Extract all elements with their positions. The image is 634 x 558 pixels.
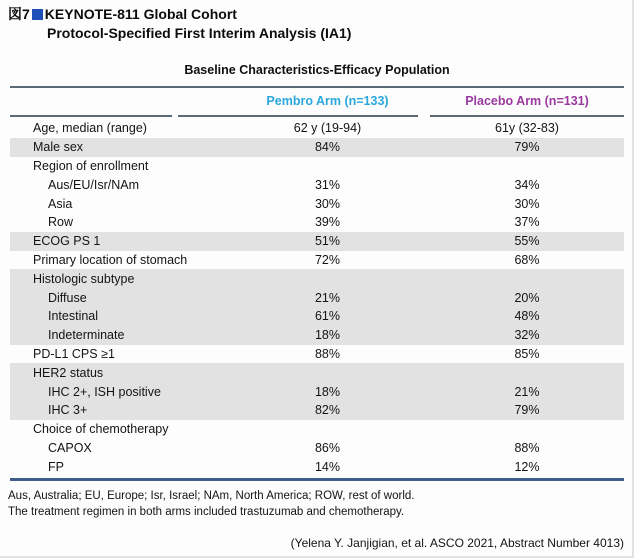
column-header-label [10, 94, 225, 108]
row-label: Histologic subtype [33, 271, 135, 286]
header-underline [10, 115, 624, 117]
placebo-value-cell: 21% [514, 384, 540, 399]
placebo-value-cell: 32% [514, 328, 540, 343]
table-row [10, 363, 624, 382]
row-label: Asia [48, 196, 73, 211]
row-label: Age, median (range) [33, 121, 147, 136]
header-underline-pembro [178, 115, 418, 117]
placebo-value-cell: 88% [514, 440, 540, 455]
pembro-value-cell: 84% [314, 140, 341, 155]
placebo-value-cell: 79% [514, 140, 540, 155]
row-label: Row [48, 215, 74, 230]
row-label: IHC 3+ [48, 403, 88, 418]
row-label: FP [48, 459, 64, 474]
table-row [10, 345, 624, 364]
figure-title [8, 5, 351, 43]
column-header-placebo: Placebo Arm (n=131) [465, 94, 589, 108]
figure-number: 図7 [8, 6, 30, 22]
placebo-value-cell: 79% [514, 403, 540, 418]
pembro-value-cell: 72% [314, 252, 341, 267]
table-row [10, 269, 624, 288]
table-row [10, 439, 624, 458]
table-row [10, 213, 624, 232]
row-label: ECOG PS 1 [33, 234, 101, 249]
footnote-line: The treatment regimen in both arms included trastuzumab and chemotherapy. [8, 506, 405, 518]
placebo-value-cell: 61y (32-83) [495, 121, 559, 136]
placebo-value-cell: 12% [514, 459, 540, 474]
row-label: IHC 2+, ISH positive [48, 384, 161, 399]
placebo-value-cell: 55% [514, 234, 540, 249]
table-row [10, 288, 624, 307]
table-row [10, 175, 624, 194]
table-row [10, 401, 624, 420]
table-body [10, 119, 624, 476]
pembro-value-cell: 88% [314, 346, 341, 361]
pembro-value-cell: 30% [314, 196, 341, 211]
pembro-value-cell: 18% [314, 384, 341, 399]
table-header-row [10, 88, 624, 115]
placebo-value-cell: 37% [514, 215, 540, 230]
row-label: HER2 status [33, 365, 104, 380]
placebo-value-cell: 20% [514, 290, 540, 305]
row-label: Primary location of stomach [33, 252, 188, 267]
title-line1 [8, 5, 351, 24]
table-row [10, 457, 624, 476]
pembro-value-cell: 14% [314, 459, 341, 474]
row-label: PD-L1 CPS ≥1 [33, 346, 115, 361]
row-label: Intestinal [48, 309, 99, 324]
pembro-value-cell: 39% [314, 215, 341, 230]
table-row [10, 157, 624, 176]
table-row [10, 119, 624, 138]
table-row [10, 232, 624, 251]
table-row [10, 194, 624, 213]
table-row [10, 251, 624, 270]
footnotes [8, 488, 414, 520]
pembro-value-cell: 18% [314, 328, 341, 343]
title-main: KEYNOTE-811 Global Cohort [44, 6, 237, 22]
row-label: Male sex [33, 140, 84, 155]
blue-square-icon [32, 9, 43, 20]
baseline-characteristics-table [10, 86, 624, 481]
table-caption: Baseline Characteristics-Efficacy Population [184, 63, 450, 77]
pembro-value-cell: 86% [314, 440, 341, 455]
pembro-value-cell: 51% [314, 234, 341, 249]
table-row [10, 326, 624, 345]
header-underline-placebo [430, 115, 624, 117]
row-label: Aus/EU/Isr/NAm [48, 177, 139, 192]
row-label: CAPOX [48, 440, 92, 455]
pembro-value-cell: 31% [314, 177, 341, 192]
table-bottom-rule [10, 478, 624, 481]
citation: (Yelena Y. Janjigian, et al. ASCO 2021, Abstract Number 4013) [290, 536, 624, 550]
row-label: Indeterminate [48, 328, 125, 343]
pembro-value-cell: 62 y (19-94) [293, 121, 362, 136]
header-underline-label [10, 115, 172, 117]
placebo-value-cell: 68% [514, 252, 540, 267]
placebo-value-cell: 34% [514, 177, 540, 192]
table-row [10, 382, 624, 401]
row-label: Choice of chemotherapy [33, 422, 169, 437]
placebo-value-cell: 30% [514, 196, 540, 211]
table-row [10, 420, 624, 439]
title-line2: Protocol-Specified First Interim Analysis (IA1) [47, 25, 352, 41]
pembro-value-cell: 61% [314, 309, 341, 324]
row-label: Diffuse [48, 290, 87, 305]
placebo-value-cell: 85% [514, 346, 540, 361]
pembro-value-cell: 82% [314, 403, 341, 418]
table-row [10, 138, 624, 157]
footnote-line: Aus, Australia; EU, Europe; Isr, Israel; NAm, North America; ROW, rest of world. [8, 490, 415, 502]
table-row [10, 307, 624, 326]
placebo-value-cell: 48% [514, 309, 540, 324]
column-header-pembro: Pembro Arm (n=133) [266, 94, 389, 108]
pembro-value-cell: 21% [314, 290, 341, 305]
row-label: Region of enrollment [33, 158, 149, 173]
